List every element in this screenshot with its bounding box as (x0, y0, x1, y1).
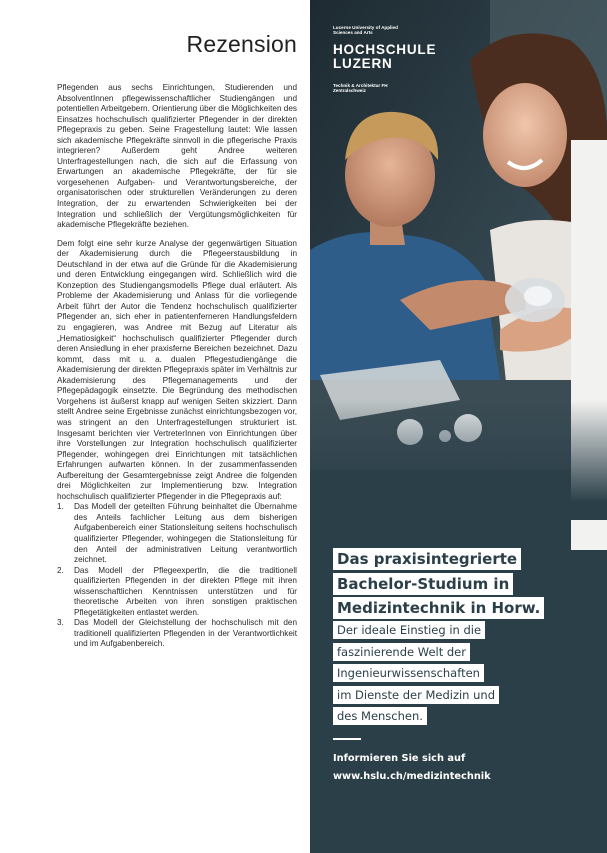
paragraph: Pflegenden aus sechs Einrichtungen, Studierenden und AbsolventInnen pflegewissenschaftlicher Studiengängen und potentiellen Arbeitgebern. Orientierung über die Möglichkeiten des Einsatzes hochschulisch qualifizierter Pflegender in der direkten Pflegepraxis zu geben. Seine Fragestellung lautet: Wie lassen sich akademische Pflegekräfte sinnvoll in die pflegerische Praxis integrieren? Außerdem geht Andree weiteren Unterfragestellungen nach, die sich auf die Erfassung von Erwartungen an akademische Pflegekräfte, der für sie vorgesehenen Aufgaben- und Verantwortungsbereiche, der organisatorischen oder strukturellen Veränderungen zu deren Integration, der zu erwartenden Schwierigkeiten bei der Integration und schließlich der Vergütungsmöglichkeiten für akademische Pflegekräfte beziehen. (57, 83, 297, 230)
subhead-line: faszinierende Welt der (333, 643, 470, 661)
list-number: 3. (57, 618, 64, 628)
article-body (57, 83, 297, 650)
page-title: Rezension (186, 31, 297, 57)
logo-tagline: Lucerne University of Applied Sciences and Arts (333, 25, 398, 36)
list-number: 2. (57, 565, 64, 575)
subhead-line: im Dienste der Medizin und (333, 686, 499, 704)
call-to-action (333, 750, 491, 786)
cta-text: Informieren Sie sich auf (333, 753, 466, 764)
headline-line: Das praxisintegrierte (333, 548, 521, 570)
list-number: 1. (57, 502, 64, 512)
list-item (57, 502, 297, 565)
paragraph: Dem folgt eine sehr kurze Analyse der gegenwärtigen Situation der Akademisierung durch die Pflegeerstausbildung in Deutschland in der etwa auf die Gründe für die Akademisierung und deren Entwicklung eingegangen wird. Schließlich wird die Konzeption des Studiengangsmodells Pflege dual erläutert. Als Probleme der Akademisierung und Anlass für die vorliegende Arbeit führt der Autor die Tendenz hochschulisch qualifizierter Pflegender an, sich eher in patientenferneren Handlungsfeldern zu engagieren, was Andree mit Bezug auf Literatur als „Hematiosigkeit“ hochschulisch qualifizierter Pflegender durch deren Ansiedlung in eher praxisferne Bereichen bezeichnet. Dazu kommt, dass mit u. a. dualen Pflegestudiengänge die Akademisierung der direkten Pflegepraxis später im Verhältnis zur Akademisierung des Pflegemanagements und der Pflegepädagogik einsetzte. Die Begründung des methodischen Vorgehens ist äußerst knapp auf wenigen Seiten skizziert. Dann stellt Andree seine Ergebnisse zunächst einrichtungsbezogen vor, was stringent an den Unterfragestellungen strukturiert ist. Insgesamt berichten vier VertreterInnen von Einrichtungen über ihre Vorstellungen zur Integration hochschulisch qualifizierter Pflegender, wohingegen drei Einrichtungen mit tatsächlichen Erfahrungen aufwarten können. In der zusammenfassenden Aufbereitung der Gesamtergebnisse zeigt Andree die folgenden drei Möglichkeiten zur Implementierung bzw. Integration hochschulisch qualifizierter Pflegender in die Pflegepraxis auf: (57, 238, 297, 501)
list-text: Das Modell der geteilten Führung beinhaltet die Übernahme des Anteils fachlicher Leitung aus dem bisherigen Aufgabenbereich einer Stationsleitung seitens hochschulisch qualifizierter Pflegender, wohingegen die Stationsleitung für den Anteil der administrativen Leitung verantwortlich zeichnet. (74, 502, 297, 565)
numbered-list (57, 502, 297, 650)
cta-link[interactable]: www.hslu.ch/medizintechnik (333, 771, 491, 782)
subhead-line: Der ideale Einstieg in die (333, 621, 485, 639)
photo-fade (310, 400, 607, 520)
logo-department: Technik & Architektur FH Zentralschweiz (333, 82, 388, 94)
list-item (57, 618, 297, 650)
article-column (57, 0, 297, 853)
list-text: Das Modell der PflegeexpertIn, die die traditionell qualifizierten Pflegenden in der direkten Pflege mit ihren wissenschaftlichen Kenntnissen unterstützen und für theoretische Arbeiten von ihren sonstigen praktischen Pflegetätigkeiten entlastet werden. (74, 565, 297, 617)
logo-name-line2: LUZERN (333, 55, 393, 71)
divider (333, 738, 361, 740)
subhead-line: des Menschen. (333, 707, 427, 725)
logo-name-line1: HOCHSCHULE (333, 41, 437, 57)
subhead-line: Ingenieurwissenschaften (333, 664, 484, 682)
list-text: Das Modell der Gleichstellung der hochschulisch mit den traditionell qualifizierten Pflegenden in der Verantwortlichkeit und im Aufgabenbereich. (74, 618, 297, 649)
advertisement (310, 0, 607, 853)
headline-line: Bachelor-Studium in (333, 573, 513, 595)
headline-line: Medizintechnik in Horw. (333, 597, 544, 619)
ad-headline (333, 547, 583, 621)
ad-subhead (333, 620, 583, 728)
hslu-logo (333, 25, 436, 94)
list-item (57, 566, 297, 619)
